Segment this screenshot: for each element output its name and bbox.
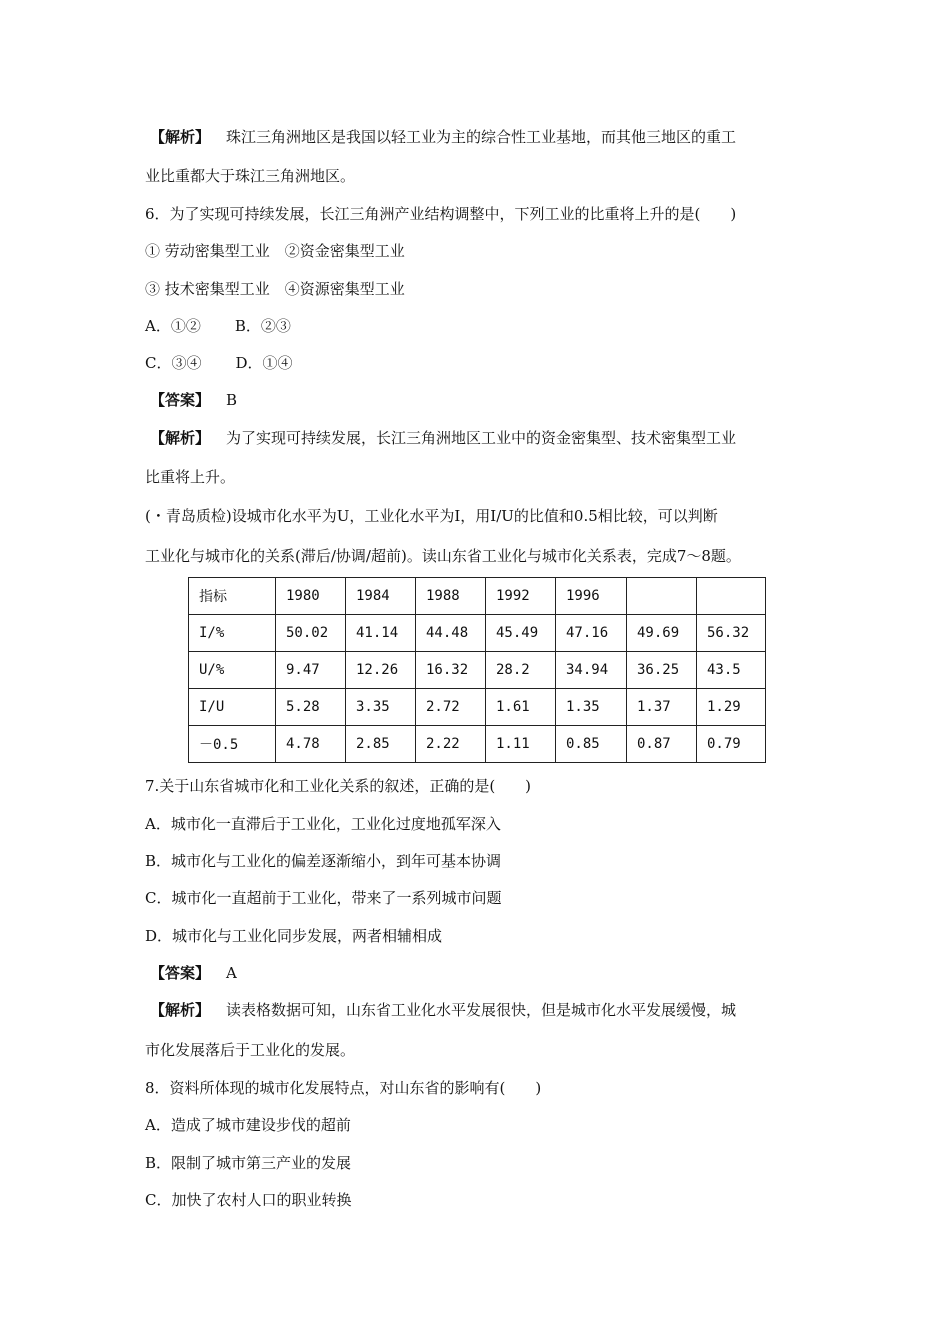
q6-options-ab — [145, 316, 291, 336]
analysis-q7-cont: 市化发展落后于工业化的发展。 — [145, 1041, 356, 1059]
table-cell: 49.69 — [627, 615, 697, 652]
table-cell: 2.22 — [416, 726, 486, 763]
q6-statement-1-2: ① 劳动密集型工业 ②资金密集型工业 — [145, 242, 405, 260]
answer-q6 — [150, 390, 237, 410]
table-cell: 36.25 — [627, 652, 697, 689]
table-cell: 28.2 — [486, 652, 556, 689]
table-cell — [627, 578, 697, 615]
table-cell: 0.85 — [556, 726, 627, 763]
q7-option-a: A．城市化一直滞后于工业化，工业化过度地孤军深入 — [145, 815, 501, 833]
table-cell: 1988 — [416, 578, 486, 615]
table-cell — [697, 578, 766, 615]
analysis-text: 为了实现可持续发展，长江三角洲地区工业中的资金密集型、技术密集型工业 — [226, 429, 737, 447]
question-8: 8．资料所体现的城市化发展特点，对山东省的影响有( ) — [145, 1079, 542, 1097]
table-row — [189, 615, 766, 652]
q6-option-d: D．①④ — [235, 354, 293, 372]
table-cell: 34.94 — [556, 652, 627, 689]
table-cell: 1.11 — [486, 726, 556, 763]
analysis-text: 读表格数据可知，山东省工业化水平发展很快，但是城市化水平发展缓慢，城 — [226, 1001, 737, 1019]
table-row — [189, 689, 766, 726]
analysis-q5 — [150, 127, 736, 147]
q8-option-b: B．限制了城市第三产业的发展 — [145, 1154, 352, 1172]
question-6: 6．为了实现可持续发展，长江三角洲产业结构调整中，下列工业的比重将上升的是( ) — [145, 205, 737, 223]
table-cell: 1996 — [556, 578, 627, 615]
table-row — [189, 726, 766, 763]
table-header-row — [189, 578, 766, 615]
q6-option-a: A．①② — [145, 317, 201, 335]
table-cell: 1.61 — [486, 689, 556, 726]
analysis-tag: 【解析】 — [150, 128, 211, 146]
q7-option-c: C．城市化一直超前于工业化，带来了一系列城市问题 — [145, 889, 502, 907]
material-intro: (・青岛质检)设城市化水平为U，工业化水平为I，用I/U的比值和0.5相比较，可以判断 — [145, 507, 718, 525]
answer-q7 — [150, 963, 237, 983]
answer-tag: 【答案】 — [150, 391, 211, 409]
analysis-q6 — [150, 428, 736, 448]
table-cell: 43.5 — [697, 652, 766, 689]
table-cell: 41.14 — [346, 615, 416, 652]
analysis-tag: 【解析】 — [150, 429, 211, 447]
q7-option-d: D．城市化与工业化同步发展，两者相辅相成 — [145, 927, 443, 945]
q6-option-c: C．③④ — [145, 354, 202, 372]
table-cell: 1.29 — [697, 689, 766, 726]
q8-option-c: C．加快了农村人口的职业转换 — [145, 1191, 352, 1209]
material-intro-cont: 工业化与城市化的关系(滞后/协调/超前)。读山东省工业化与城市化关系表，完成7～8题。 — [145, 547, 741, 565]
table-cell: 1992 — [486, 578, 556, 615]
table-cell: 56.32 — [697, 615, 766, 652]
q6-option-b: B．②③ — [234, 317, 291, 335]
answer-tag: 【答案】 — [150, 964, 211, 982]
table-cell: 0.79 — [697, 726, 766, 763]
table-cell: 44.48 — [416, 615, 486, 652]
table-cell: 2.85 — [346, 726, 416, 763]
analysis-tag: 【解析】 — [150, 1001, 211, 1019]
table-cell: 5.28 — [276, 689, 346, 726]
table-cell: 50.02 — [276, 615, 346, 652]
q8-option-a: A．造成了城市建设步伐的超前 — [145, 1116, 351, 1134]
answer-text: B — [226, 391, 238, 409]
table-row-label: －0.5 — [189, 726, 276, 763]
q7-option-b: B．城市化与工业化的偏差逐渐缩小，到年可基本协调 — [145, 852, 502, 870]
table-row — [189, 652, 766, 689]
analysis-q6-cont: 比重将上升。 — [145, 468, 236, 486]
table-cell: 47.16 — [556, 615, 627, 652]
answer-text: A — [226, 964, 237, 982]
table-row-label: I/U — [189, 689, 276, 726]
q6-statement-3-4: ③ 技术密集型工业 ④资源密集型工业 — [145, 280, 405, 298]
q6-options-cd — [145, 353, 293, 373]
table-cell: 2.72 — [416, 689, 486, 726]
table-row-label: U/% — [189, 652, 276, 689]
table-row-label: I/% — [189, 615, 276, 652]
analysis-q5-cont: 业比重都大于珠江三角洲地区。 — [145, 167, 356, 185]
table-row-label: 指标 — [189, 578, 276, 615]
table-cell: 1984 — [346, 578, 416, 615]
table-cell: 45.49 — [486, 615, 556, 652]
table-cell: 9.47 — [276, 652, 346, 689]
analysis-text: 珠江三角洲地区是我国以轻工业为主的综合性工业基地，而其他三地区的重工 — [226, 128, 737, 146]
table-cell: 4.78 — [276, 726, 346, 763]
table-cell: 0.87 — [627, 726, 697, 763]
table-cell: 3.35 — [346, 689, 416, 726]
table-cell: 1.37 — [627, 689, 697, 726]
analysis-q7 — [150, 1000, 736, 1020]
question-7: 7.关于山东省城市化和工业化关系的叙述，正确的是( ) — [145, 777, 532, 795]
table-cell: 16.32 — [416, 652, 486, 689]
industrialization-urbanization-table — [188, 577, 766, 763]
table-cell: 1980 — [276, 578, 346, 615]
table-cell: 12.26 — [346, 652, 416, 689]
table-cell: 1.35 — [556, 689, 627, 726]
